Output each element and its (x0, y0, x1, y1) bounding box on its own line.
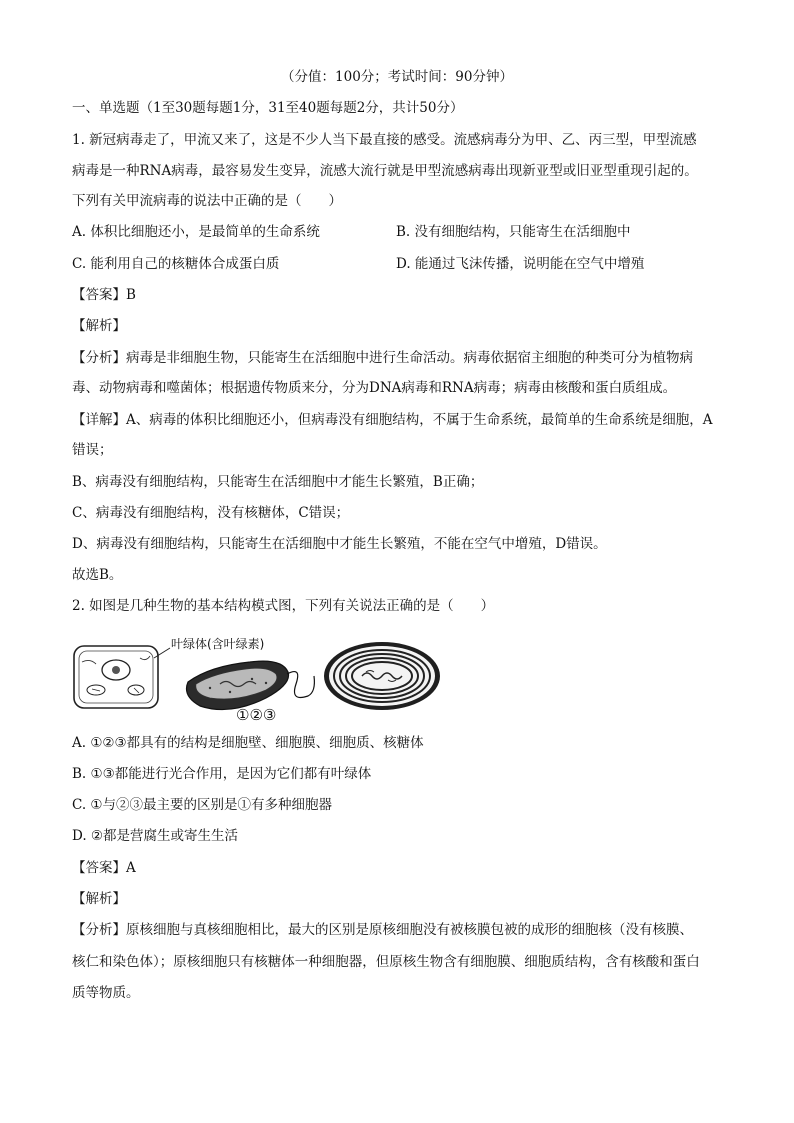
q1-stem-line-1: 1. 新冠病毒走了，甲流又来了，这是不少人当下最直接的感受。流感病毒分为甲、乙、丙三型，甲型流感 (72, 132, 697, 148)
q1-option-a: A. 体积比细胞还小，是最简单的生命系统 (72, 224, 320, 240)
bacterium-drawing (187, 661, 315, 709)
q1-option-b: B. 没有细胞结构，只能寄生在活细胞中 (396, 224, 631, 240)
q1-fenxi-line-1: 【分析】病毒是非细胞生物，只能寄生在活细胞中进行生命活动。病毒依据宿主细胞的种类可分为植物病 (72, 350, 693, 366)
plant-cell-drawing (74, 646, 170, 708)
q2-answer: 【答案】A (72, 860, 136, 876)
q1-conclusion: 故选B。 (72, 567, 123, 583)
q1-fenxi-line-2: 毒、动物病毒和噬菌体；根据遗传物质来分，分为DNA病毒和RNA病毒；病毒由核酸和蛋白质组成。 (72, 380, 677, 396)
chloroplast-caption: 叶绿体(含叶绿素) (171, 637, 265, 651)
section-title: 一、单选题（1至30题每题1分，31至40题每题2分，共计50分） (72, 100, 464, 116)
q2-option-a: A. ①②③都具有的结构是细胞壁、细胞膜、细胞质、核糖体 (72, 735, 424, 751)
q1-stem-line-2: 病毒是一种RNA病毒，最容易发生变异，流感大流行就是甲型流感病毒出现新亚型或旧亚型重现引起的。 (72, 163, 698, 179)
q2-option-b: B. ①③都能进行光合作用，是因为它们都有叶绿体 (72, 766, 372, 782)
q1-answer: 【答案】B (72, 287, 136, 303)
q1-option-d: D. 能通过飞沫传播，说明能在空气中增殖 (396, 256, 645, 272)
q1-xiangjie-line-4: C、病毒没有细胞结构，没有核糖体，C错误； (72, 505, 350, 521)
q2-figure (70, 632, 450, 724)
q2-stem: 2. 如图是几种生物的基本结构模式图，下列有关说法正确的是（ ） (72, 598, 495, 614)
q2-fenxi-line-3: 质等物质。 (72, 985, 140, 1001)
q2-option-c: C. ①与②③最主要的区别是①有多种细胞器 (72, 797, 333, 813)
q1-stem-line-3: 下列有关甲流病毒的说法中正确的是（ ） (72, 193, 342, 209)
q2-fenxi-line-2: 核仁和染色体）；原核细胞只有核糖体一种细胞器，但原核生物含有细胞膜、细胞质结构，含有核酸和蛋白 (72, 954, 700, 970)
q1-analysis-heading: 【解析】 (72, 318, 126, 334)
q1-xiangjie-line-5: D、病毒没有细胞结构，只能寄生在活细胞中才能生长繁殖，不能在空气中增殖，D错误。 (72, 536, 607, 552)
q1-xiangjie-line-3: B、病毒没有细胞结构，只能寄生在活细胞中才能生长繁殖，B正确； (72, 474, 484, 490)
prokaryote-cell-drawing (324, 642, 440, 710)
q1-xiangjie-line-2: 错误； (72, 442, 113, 458)
q2-option-d: D. ②都是营腐生或寄生生活 (72, 828, 239, 844)
q1-xiangjie-line-1: 【详解】A、病毒的体积比细胞还小，但病毒没有细胞结构，不属于生命系统，最简单的生命系统是细胞，A (72, 412, 713, 428)
figure-number-labels: ①②③ (236, 706, 277, 724)
q2-analysis-heading: 【解析】 (72, 891, 126, 907)
q1-option-c: C. 能利用自己的核糖体合成蛋白质 (72, 256, 280, 272)
q2-fenxi-line-1: 【分析】原核细胞与真核细胞相比，最大的区别是原核细胞没有被核膜包被的成形的细胞核（没有核膜、 (72, 922, 693, 938)
cell-diagram (70, 632, 450, 724)
exam-subtitle: （分值：100分；考试时间：90分钟） (281, 69, 513, 85)
